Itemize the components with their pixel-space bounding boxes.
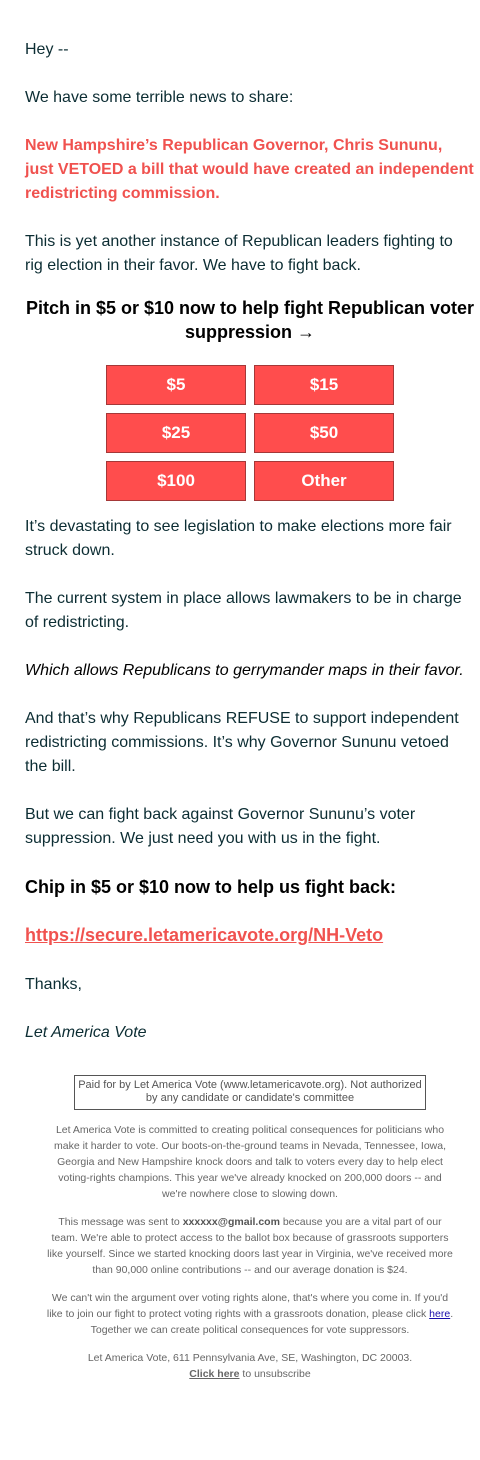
- recipient-email: xxxxxx@gmail.com: [182, 1216, 280, 1228]
- intro-text: We have some terrible news to share:: [25, 89, 294, 106]
- chip-in-heading: Chip in $5 or $10 now to help us fight back:: [25, 877, 397, 897]
- thanks-text: Thanks,: [25, 976, 82, 993]
- footer-address-block: [45, 1350, 455, 1382]
- donate-row: [106, 461, 402, 501]
- signature: Let America Vote: [25, 1024, 147, 1041]
- donate-15-button[interactable]: $15: [254, 365, 394, 405]
- greeting: Hey --: [25, 41, 69, 58]
- donate-link[interactable]: https://secure.letamericavote.org/NH-Veto: [25, 925, 384, 945]
- donate-50-button[interactable]: $50: [254, 413, 394, 453]
- unsubscribe-suffix: to unsubscribe: [239, 1368, 311, 1380]
- donate-25-button[interactable]: $25: [106, 413, 246, 453]
- paid-for-disclaimer: Paid for by Let America Vote (www.letamericavote.org). Not authorized by any candidate or candidate's committee: [74, 1075, 426, 1110]
- here-link[interactable]: here: [429, 1308, 451, 1320]
- footer-sent-to: [45, 1214, 455, 1278]
- fight-back-suppression-paragraph: But we can fight back against Governor Sununu’s voter suppression. We just need you with us in the fight.: [25, 806, 416, 847]
- donate-100-button[interactable]: $100: [106, 461, 246, 501]
- unsubscribe-link[interactable]: Click here: [189, 1368, 240, 1380]
- donate-link-paragraph: [25, 923, 475, 949]
- footer: [45, 1122, 455, 1382]
- email-body: [25, 0, 475, 1382]
- veto-highlight: New Hampshire’s Republican Governor, Chris Sununu, just VETOED a bill that would have created an independent redistricting commission.: [25, 137, 474, 202]
- join-prefix: We can't win the argument over voting rights alone, that's where you come in. If you'd like to join our fight to protect voting rights with a grassroots donation, please click: [46, 1292, 449, 1320]
- footer-address: Let America Vote, 611 Pennsylvania Ave, SE, Washington, DC 20003.: [87, 1352, 413, 1364]
- sent-prefix: This message was sent to: [58, 1216, 183, 1228]
- donate-cta-heading[interactable]: Pitch in $5 or $10 now to help fight Republican voter suppression →: [25, 298, 475, 342]
- body-continued: [25, 515, 475, 1045]
- devastating-paragraph: It’s devastating to see legislation to make elections more fair struck down.: [25, 518, 452, 559]
- donate-row: [106, 365, 402, 405]
- donate-5-button[interactable]: $5: [106, 365, 246, 405]
- current-system-paragraph: The current system in place allows lawmakers to be in charge of redistricting.: [25, 590, 462, 631]
- join-suffix: . Together we can create political consequences for vote suppressors.: [90, 1308, 454, 1336]
- refuse-paragraph: And that’s why Republicans REFUSE to support independent redistricting commissions. It’s why Governor Sununu vetoed the bill.: [25, 710, 459, 775]
- footer-mission: Let America Vote is committed to creating political consequences for politicians who make it harder to vote. Our boots-on-the-ground teams in Nevada, Tennessee, Iowa, Georgia and New Hampshire knock doors and talk to voters every day to help elect voting-rights champions. This year we've already knocked on 200,000 doors -- and we're nowhere close to slowing down.: [53, 1124, 447, 1200]
- donate-row: [106, 413, 402, 453]
- footer-join: [45, 1290, 455, 1338]
- donate-other-button[interactable]: Other: [254, 461, 394, 501]
- sent-suffix: because you are a vital part of our team. We're able to protect access to the ballot box because of grassroots supporters like yourself. Since we started knocking doors last year in Virginia, we've received more than 90,000 online contributions -- and our average donation is $24.: [47, 1216, 453, 1276]
- fight-back-paragraph: This is yet another instance of Republican leaders fighting to rig election in their favor. We have to fight back.: [25, 233, 453, 274]
- gerrymander-paragraph: Which allows Republicans to gerrymander maps in their favor.: [25, 662, 464, 679]
- donate-button-grid: [106, 365, 402, 501]
